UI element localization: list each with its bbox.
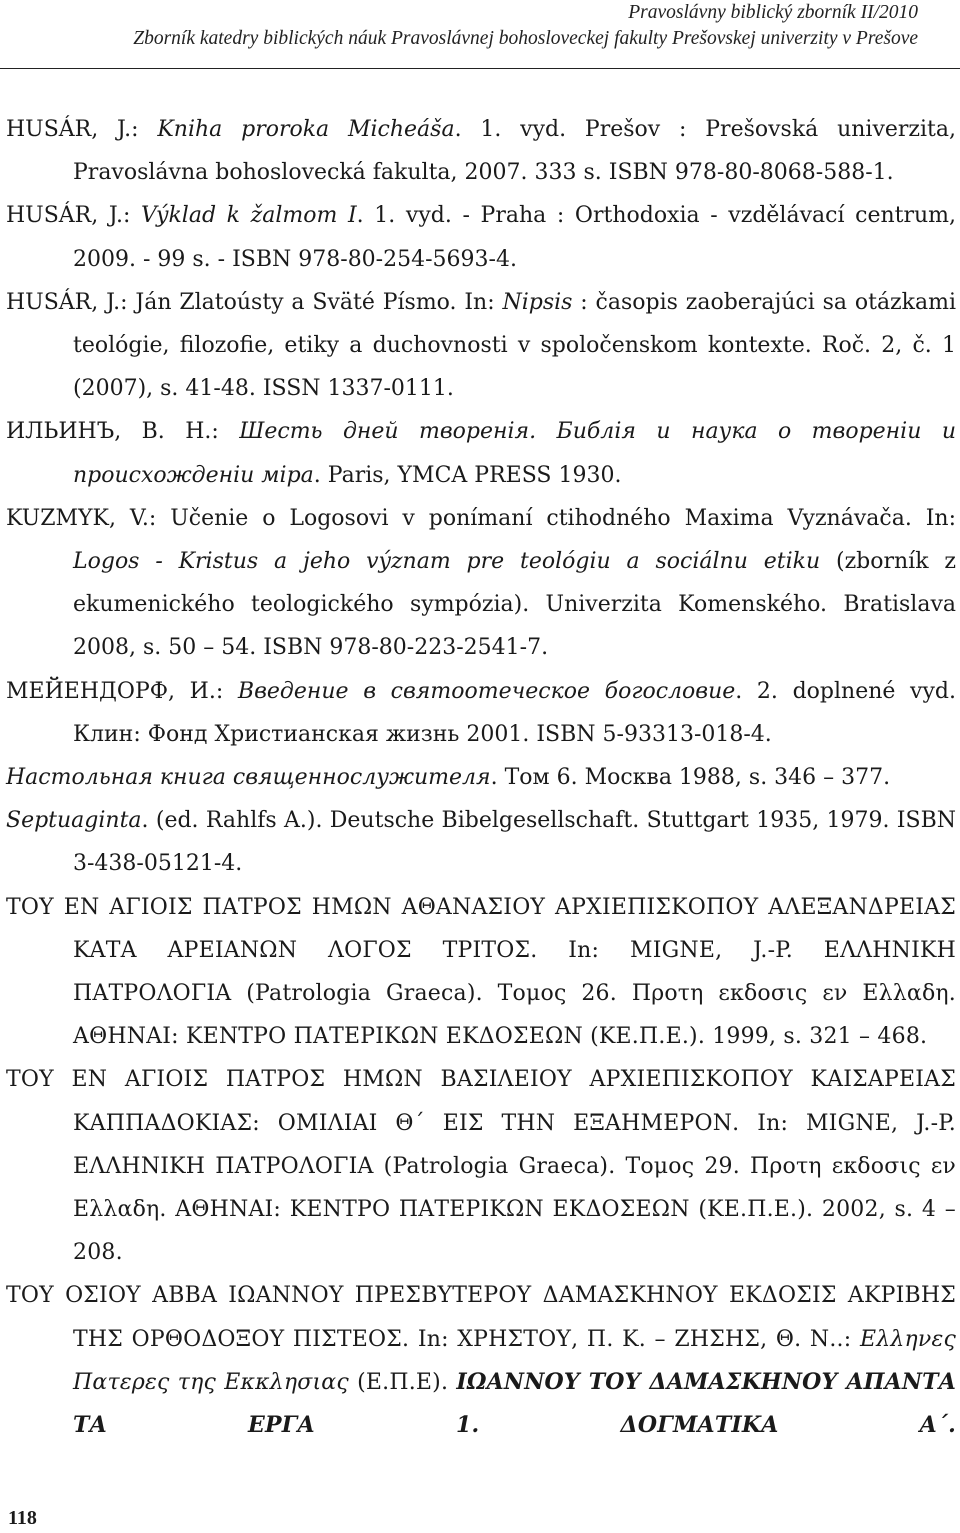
reference-entry: ΤΟΥ ΕΝ ΑΓΙΟΙΣ ΠΑΤΡΟΣ ΗΜΩΝ ΑΘΑΝΑΣΙΟΥ ΑΡΧΙΕΠΙΣΚΟΠΟΥ ΑΛΕΞΑΝΔΡΕΙΑΣ ΚΑΤΑ ΑΡΕΙΑΝΩΝ ΛΟΓΟΣ ΤΡΙΤΟΣ. In: MIGNE, J.-P. ΕΛΛΗΝΙΚΗ ΠΑΤΡΟΛΟΓΙΑ (Patrologia Graeca). Τομος 26. Προτη εκδοσις εν Ελλαδη. ΑΘΗΝΑΙ: ΚΕΝΤΡΟ ΠΑΤΕΡΙΚΩΝ ΕΚΔΟΣΕΩΝ (ΚΕ.Π.Ε.). 1999, s. 321 – 468. — [6, 894, 956, 1050]
reference-entry: HUSÁR, J.: Ján Zlatoústy a Sväté Písmo. In: Nipsis : časopis zaoberajúci sa otázkami teológie, filozofie, etiky a duchovnosti v spoločenskom kontexte. Roč. 2, č. 1 (2007), s. 41-48. ISSN 1337-0111. — [6, 289, 956, 402]
journal-title: Pravoslávny biblický zborník II/2010 — [628, 2, 918, 23]
reference-entry: HUSÁR, J.: Výklad k žalmom I. 1. vyd. - Praha : Orthodoxia - vzdělávací centrum, 2009. - 99 s. - ISBN 978-80-254-5693-4. — [6, 203, 957, 272]
reference-entry: HUSÁR, J.: Kniha proroka Micheáša. 1. vyd. Prešov : Prešovská univerzita, Pravoslávna bohoslovecká fakulta, 2007. 333 s. ISBN 978-80-8068-588-1. — [6, 117, 957, 186]
reference-entry: Septuaginta. (ed. Rahlfs A.). Deutsche Bibelgesellschaft. Stuttgart 1935, 1979. ISBN 3-438-05121-4. — [6, 808, 956, 877]
reference-entry: МЕЙЕНДОРФ, И.: Введение в святоотеческое богословие. 2. doplnené vyd. Клин: Фонд Христианская жизнь 2001. ISBN 5-93313-018-4. — [6, 678, 956, 747]
page-number: 118 — [8, 1507, 37, 1529]
bibliography-list — [6, 108, 956, 1447]
publisher-line: Zborník katedry biblických náuk Pravoslávnej bohosloveckej fakulty Prešovskej univerzity v Prešove — [133, 28, 918, 49]
reference-entry: ΤΟΥ ΟΣΙΟΥ ΑΒΒΑ ΙΩΑΝΝΟΥ ΠΡΕΣΒΥΤΕΡΟΥ ΔΑΜΑΣΚΗΝΟΥ ΕΚΔΟΣΙΣ ΑΚΡΙΒΗΣ ΤΗΣ ΟΡΘΟΔΟΞΟΥ ΠΙΣΤΕΟΣ. In: ΧΡΗΣΤΟΥ, Π. Κ. – ΖΗΣΗΣ, Θ. Ν..: Ελληνες Πατερες της Εκκλησιας (Ε.Π.Ε). ΙΩΑΝΝΟΥ ΤΟΥ ΔΑΜΑΣΚΗΝΟΥ ΑΠΑΝΤΑ ΤΑ ΕΡΓΑ 1. ΔΟΓΜΑΤΙΚΑ Α΄. — [6, 1283, 957, 1439]
header-rule — [0, 68, 960, 69]
reference-entry: KUZMYK, V.: Učenie o Logosovi v ponímaní ctihodného Maxima Vyznávača. In: Logos - Kristus a jeho význam pre teológiu a sociálnu etiku (zborník z ekumenického teologického sympózia). Univerzita Komenského. Bratislava 2008, s. 50 – 54. ISBN 978-80-223-2541-7. — [6, 505, 956, 661]
reference-entry: ΤΟΥ ΕΝ ΑΓΙΟΙΣ ΠΑΤΡΟΣ ΗΜΩΝ ΒΑΣΙΛΕΙΟΥ ΑΡΧΙΕΠΙΣΚΟΠΟΥ ΚΑΙΣΑΡΕΙΑΣ ΚΑΠΠΑΔΟΚΙΑΣ: ΟΜΙΛΙΑΙ Θ΄ ΕΙΣ ΤΗΝ ΕΞΑΗΜΕΡΟΝ. In: MIGNE, J.-P. ΕΛΛΗΝΙΚΗ ΠΑΤΡΟΛΟΓΙΑ (Patrologia Graeca). Τομος 29. Προτη εκδοσις εν Ελλαδη. ΑΘΗΝΑΙ: ΚΕΝΤΡΟ ΠΑΤΕΡΙΚΩΝ ΕΚΔΟΣΕΩΝ (ΚΕ.Π.Ε.). 2002, s. 4 – 208. — [6, 1067, 956, 1266]
reference-entry: Настольная книга священнослужителя. Том 6. Москва 1988, s. 346 – 377. — [6, 765, 891, 791]
reference-entry: ИЛЬИНЪ, В. Н.: Шесть дней творенія. Библія и наука о твореніи и происхожденіи міра. Paris, YMCA PRESS 1930. — [6, 419, 956, 488]
